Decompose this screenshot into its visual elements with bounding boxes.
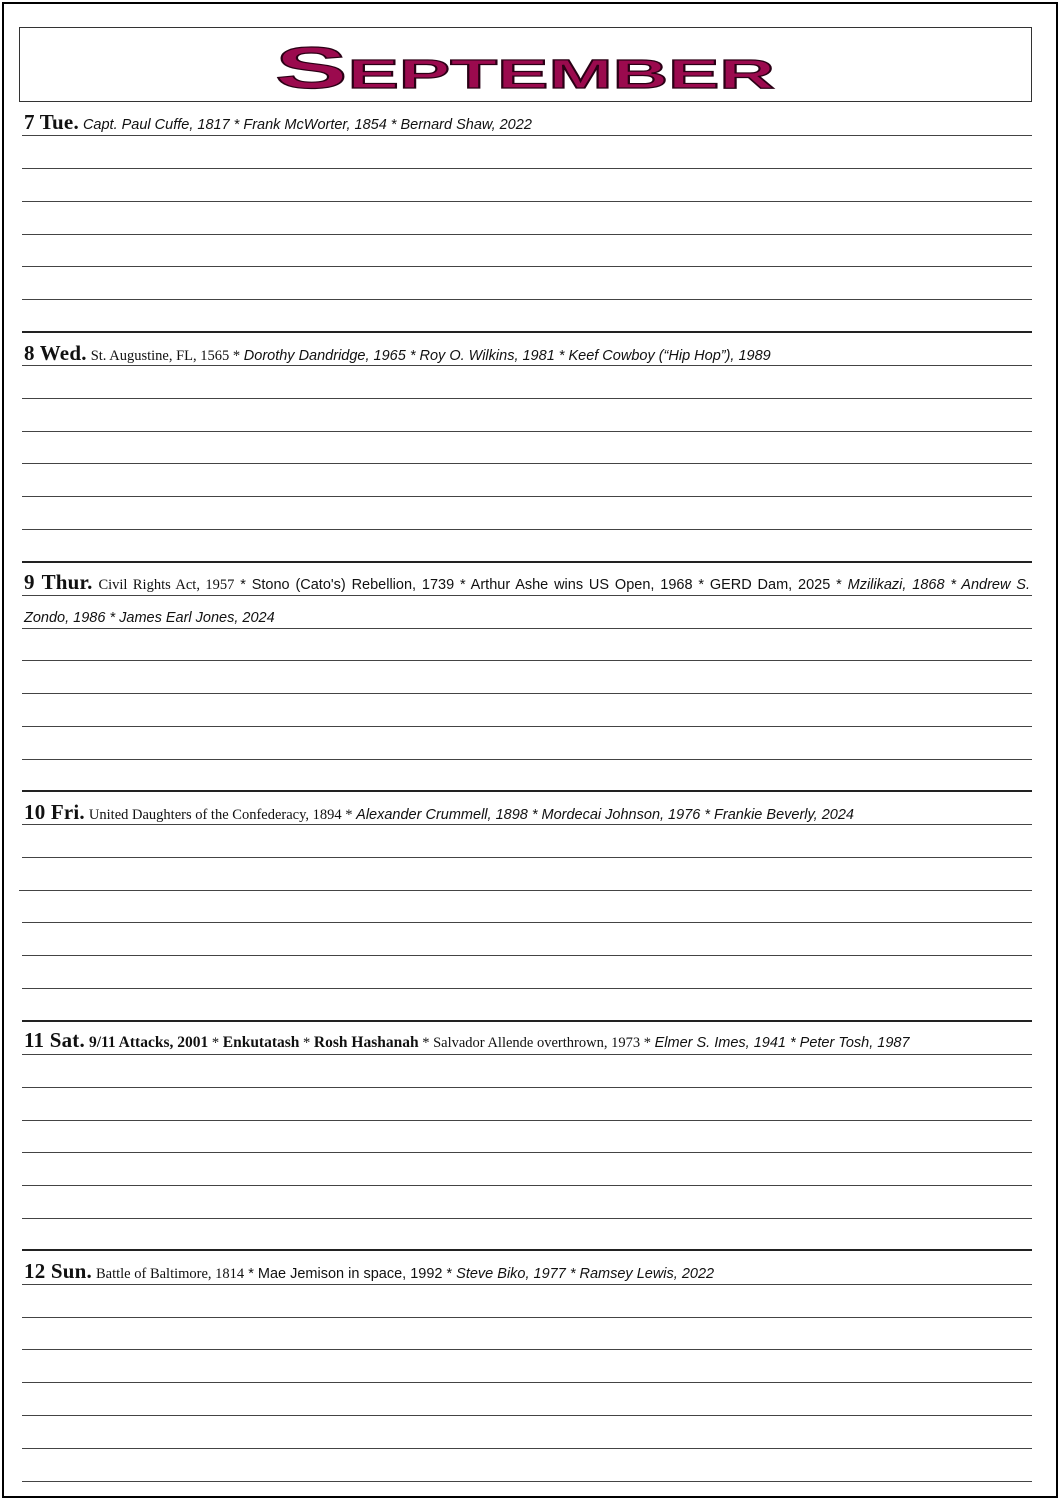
day-label: 7 Tue. (24, 110, 79, 134)
day-event: Dorothy Dandridge, 1965 * Roy O. Wilkins, 1981 * Keef Cowboy (“Hip Hop”), 1989 (243, 348, 771, 364)
day-entry-9 (24, 566, 1030, 635)
day-event: 9/11 Attacks, 2001 (88, 1034, 209, 1051)
ruled-line (22, 857, 1032, 858)
ruled-line (22, 266, 1032, 267)
ruled-line (22, 1185, 1032, 1186)
day-label: 8 Wed. (24, 341, 87, 365)
day-event: Steve Biko, 1977 * Ramsey Lewis, 2022 (456, 1266, 715, 1282)
day-event: United Daughters of the Confederacy, 1894 * (88, 807, 357, 823)
ruled-line (22, 1481, 1032, 1482)
day-event: Elmer S. Imes, 1941 * Peter Tosh, 1987 (654, 1035, 910, 1051)
day-event: St. Augustine, FL, 1565 * (90, 348, 244, 364)
ruled-line (22, 1317, 1032, 1318)
day-event: Enkutatash (222, 1034, 300, 1051)
ruled-line (22, 1382, 1032, 1383)
day-event: Mzilikazi, 1868 * Andrew S. Zondo, 1986 * James Earl Jones, 2024 (24, 577, 1031, 626)
ruled-line (22, 1415, 1032, 1416)
ruled-line (22, 299, 1032, 300)
ruled-line (22, 955, 1032, 956)
day-event: Civil Rights Act, 1957 (98, 577, 235, 593)
ruled-line (22, 463, 1032, 464)
month-title-graphic (20, 28, 1030, 100)
ruled-line (22, 1120, 1032, 1121)
ruled-line (22, 660, 1032, 661)
day-entry-11 (24, 1024, 1030, 1060)
day-separator (22, 331, 1032, 333)
ruled-line (22, 1087, 1032, 1088)
day-event: Battle of Baltimore, 1814 (95, 1266, 245, 1282)
day-separator (22, 790, 1032, 792)
ruled-line (22, 693, 1032, 694)
ruled-line (19, 890, 1032, 891)
month-title-box (19, 27, 1032, 102)
day-event: * Mae Jemison in space, 1992 * (244, 1266, 457, 1282)
ruled-line (22, 398, 1032, 399)
day-entry-10 (24, 796, 1030, 831)
day-separator (22, 1020, 1032, 1022)
day-separator (22, 561, 1032, 563)
day-entry-12 (24, 1255, 1030, 1290)
ruled-line (22, 496, 1032, 497)
day-event: Capt. Paul Cuffe, 1817 * Frank McWorter, 1854 * Bernard Shaw, 2022 (82, 117, 532, 133)
ruled-line (22, 922, 1032, 923)
day-event: * Salvador Allende overthrown, 1973 * (418, 1035, 655, 1051)
ruled-line (22, 1349, 1032, 1350)
ruled-line (22, 234, 1032, 235)
ruled-line (22, 1218, 1032, 1219)
month-title: September (275, 36, 775, 100)
day-label: 10 Fri. (24, 800, 85, 824)
day-event: * Stono (Cato's) Rebellion, 1739 * Arthur Ashe wins US Open, 1968 * GERD Dam, 2025 * (234, 577, 848, 593)
day-event: * (299, 1035, 314, 1051)
day-entry-8 (24, 337, 1030, 372)
ruled-line (22, 168, 1032, 169)
ruled-line (22, 431, 1032, 432)
day-event: Rosh Hashanah (313, 1034, 419, 1051)
day-entry-7 (24, 106, 1030, 141)
day-label: 12 Sun. (24, 1259, 92, 1283)
ruled-line (22, 726, 1032, 727)
day-event: * (208, 1035, 223, 1051)
ruled-line (22, 759, 1032, 760)
ruled-line (22, 529, 1032, 530)
ruled-line (22, 201, 1032, 202)
day-separator (22, 1249, 1032, 1251)
day-event: Alexander Crummell, 1898 * Mordecai Johnson, 1976 * Frankie Beverly, 2024 (356, 807, 854, 823)
day-label: 9 Thur. (24, 570, 93, 594)
ruled-line (22, 1448, 1032, 1449)
ruled-line (22, 988, 1032, 989)
ruled-line (22, 1152, 1032, 1153)
day-label: 11 Sat. (24, 1028, 85, 1052)
